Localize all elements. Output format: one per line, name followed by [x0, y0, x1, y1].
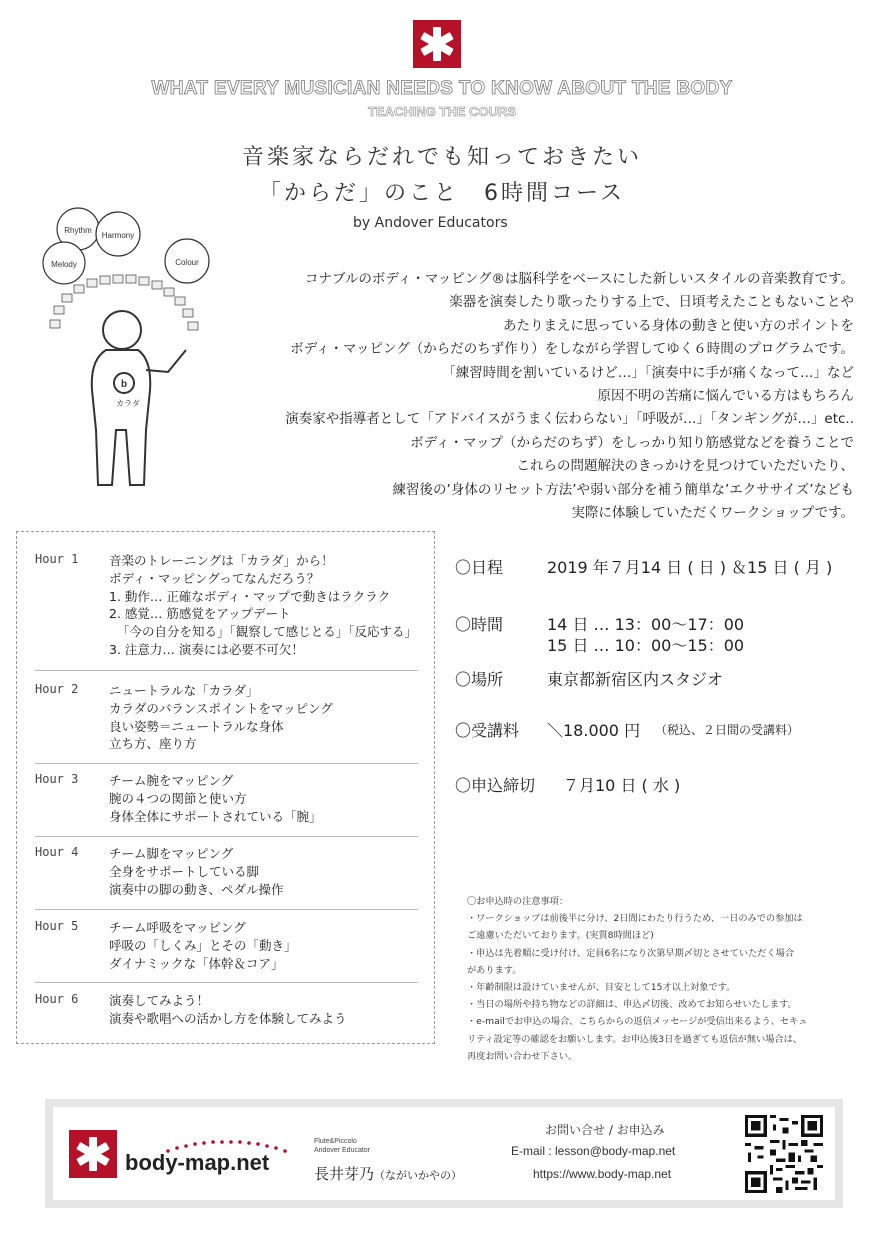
- hour-label: Hour 2: [35, 682, 79, 696]
- contact-email[interactable]: E-mail : lesson@body-map.net: [511, 1144, 676, 1158]
- hour-label: Hour 6: [35, 992, 79, 1006]
- footer-panel: [53, 1107, 835, 1200]
- footer-logo: [69, 1130, 117, 1178]
- intro-line: コナブルのボディ・マッピング®は脳科学をベースにした新しいスタイルの音楽教育です。: [304, 271, 854, 287]
- hour-line: チーム呼吸をマッピング: [109, 920, 246, 935]
- hour-line: 演奏や歌唱への活かし方を体験してみよう: [109, 1010, 347, 1026]
- note-line: ・年齢制限は設けていませんが、目安として15才以上対象です。: [467, 982, 736, 994]
- hour-line: 「今の自分を知る」「観察して感じとる」「反応する」: [117, 624, 418, 640]
- asterisk-icon: [413, 20, 461, 68]
- hour-line: 呼吸の「しくみ」とその「動き」: [109, 937, 297, 953]
- role-line: Andover Educator: [314, 1147, 371, 1154]
- footer: [45, 1099, 843, 1208]
- divider: [35, 982, 418, 983]
- hour-content: [109, 552, 417, 659]
- contact-url[interactable]: https://www.body-map.net: [533, 1167, 672, 1181]
- info-label: 〇場所: [455, 670, 504, 689]
- info-value: ７月10 日 ( 水 ): [563, 776, 681, 795]
- hour-line: 腕の４つの関節と使い方: [109, 790, 247, 806]
- note-line: 再度お問い合わせ下さい。: [467, 1050, 578, 1062]
- intro-line: 実際に体験していただくワークショップです。: [571, 505, 854, 522]
- info-label: 〇受講料: [455, 721, 520, 740]
- hour-line: 良い姿勢＝ニュートラルな身体: [109, 718, 284, 734]
- info-label: 〇日程: [455, 558, 504, 577]
- hour-line: ボディ・マッピングってなんだろう？: [109, 570, 320, 586]
- info-value: 東京都新宿区内スタジオ: [547, 670, 724, 689]
- hour-line: 全身をサポートしている脚: [109, 863, 260, 879]
- info-note: （税込、２日間の受講料）: [655, 723, 800, 737]
- hour-line: 立ち方、座り方: [109, 736, 197, 752]
- hour-label: Hour 5: [35, 919, 79, 933]
- hour-line: 3. 注意力… 演奏には必要不可欠！: [109, 641, 304, 657]
- name-kana: （ながいかやの）: [374, 1169, 463, 1182]
- info-label: 〇申込締切: [455, 776, 536, 795]
- hour-content: [109, 772, 322, 825]
- hour-content: [109, 682, 333, 753]
- hour-content: [109, 992, 347, 1028]
- note-line: リティ設定等の確認をお願いします。お申込後3日を過ぎても返信が無い場合は、: [467, 1033, 802, 1045]
- divider: [35, 836, 418, 837]
- intro-line: 楽器を演奏したり歌ったりする上で、日頃考えたこともないことや: [449, 294, 854, 311]
- info-value: 2019 年７月14 日 ( 日 ) ＆15 日 ( 月 ): [547, 558, 833, 577]
- hour-line: 演奏中の脚の動き、ペダル操作: [109, 881, 284, 897]
- role-line: Flute&Piccolo: [314, 1138, 357, 1145]
- note-line: 〇お申込時の注意事項：: [467, 896, 569, 907]
- intro-line: 練習後の’身体のリセット方法’や弱い部分を補う簡単な’エクササイズ’なども: [392, 481, 854, 498]
- instructor-name: [314, 1163, 462, 1184]
- intro-line: あたりまえに思っている身体の動きと使い方のポイントを: [503, 317, 854, 334]
- note-line: ・ワークショップは前後半に分け、2日間にわたり行うため、一日のみでの参加は: [467, 913, 803, 925]
- intro-line: ボディ・マップ（からだのちず）をしっかり知り筋感覚などを養うことで: [410, 434, 854, 451]
- balloon-label-melody: Melody: [51, 260, 77, 269]
- hour-content: [109, 919, 297, 972]
- hour-label: Hour 1: [35, 552, 79, 566]
- page-title-line2: 「からだ」のこと 6時間コース: [259, 181, 625, 206]
- body-label: カラダ: [116, 399, 140, 408]
- application-notes: [467, 893, 847, 1065]
- hour-line: カラダのバランスポイントをマッピング: [109, 700, 333, 716]
- hour-line: 2. 感覚… 筋感覚をアップデート: [109, 606, 291, 622]
- contact-title: お問い合せ / お申込み: [545, 1123, 665, 1137]
- hour-line: 演奏してみよう！: [109, 993, 210, 1008]
- hour-line: 身体全体にサポートされている「腕」: [109, 808, 322, 824]
- divider: [35, 909, 418, 910]
- hour-content: [109, 845, 284, 898]
- divider: [35, 763, 418, 764]
- hour-label: Hour 3: [35, 772, 79, 786]
- brand-logo: [413, 20, 461, 68]
- note-line: があります。: [467, 964, 522, 976]
- svg-text:b: b: [120, 379, 128, 390]
- note-line: ・当日の場所や持ち物などの詳細は、申込〆切後、改めてお知らせいたします。: [467, 999, 797, 1011]
- name-text: 長井芽乃: [314, 1165, 375, 1183]
- header-subtitle-en2: TEACHING THE COURS: [367, 104, 517, 119]
- info-value: 15 日 … 10：00〜15：00: [547, 636, 745, 655]
- note-line: ・申込は先着順に受け付け、定員6名になり次第早期〆切とさせていただく場合: [467, 947, 795, 959]
- info-label: 〇時間: [455, 615, 504, 634]
- asterisk-icon: [69, 1130, 117, 1178]
- info-value: 14 日 … 13：00〜17：00: [547, 615, 745, 634]
- intro-line: 演奏家や指導者として「アドバイスがうまく伝わらない」「呼吸が…」「タンギングが…」etc..: [285, 411, 854, 428]
- curriculum-box: [16, 531, 435, 1044]
- hour-line: チーム腕をマッピング: [109, 773, 234, 788]
- info-value: ＼18.000 円: [547, 721, 641, 740]
- intro-line: これらの問題解決のきっかけを見つけていただいたり、: [516, 458, 854, 475]
- note-line: ・e-mailでお申込の場合、こちらからの返信メッセージが受信出来るよう、セキュ: [467, 1016, 808, 1028]
- header-subtitle-en: WHAT EVERY MUSICIAN NEEDS TO KNOW ABOUT THE BODY: [151, 78, 733, 99]
- instructor-role: [314, 1137, 370, 1155]
- balloon-label-rhythm: Rhythm: [64, 226, 92, 235]
- footer-brand: body-map.net: [125, 1150, 270, 1175]
- hour-line: ニュートラルな「カラダ」: [109, 683, 259, 698]
- hour-line: ダイナミックな「体幹＆コア」: [109, 955, 284, 971]
- divider: [35, 670, 418, 671]
- qr-code[interactable]: [745, 1115, 823, 1193]
- page-title-line1: 音楽家ならだれでも知っておきたい: [241, 145, 642, 170]
- hour-label: Hour 4: [35, 845, 79, 859]
- intro-line: 「練習時間を割いているけど…」「演奏中に手が痛くなって…」など: [442, 364, 854, 381]
- hour-line: チーム脚をマッピング: [109, 846, 234, 861]
- hour-line: 音楽のトレーニングは「カラダ」から！: [109, 553, 334, 568]
- byline: by Andover Educators: [353, 215, 508, 231]
- note-line: ご遠慮いただいております。(実質8時間ほど): [467, 930, 654, 942]
- intro-line: ボディ・マッピング（からだのちず作り）をしながら学習してゆく６時間のプログラムです。: [290, 341, 854, 358]
- balloon-label-colour: Colour: [175, 258, 199, 267]
- balloon-label-harmony: Harmony: [101, 231, 135, 240]
- intro-text: [154, 268, 854, 525]
- intro-line: 原因不明の苦痛に悩んでいる方はもちろん: [597, 388, 854, 405]
- hour-line: 1. 動作… 正確なボディ・マップで動きはラクラク: [109, 588, 391, 604]
